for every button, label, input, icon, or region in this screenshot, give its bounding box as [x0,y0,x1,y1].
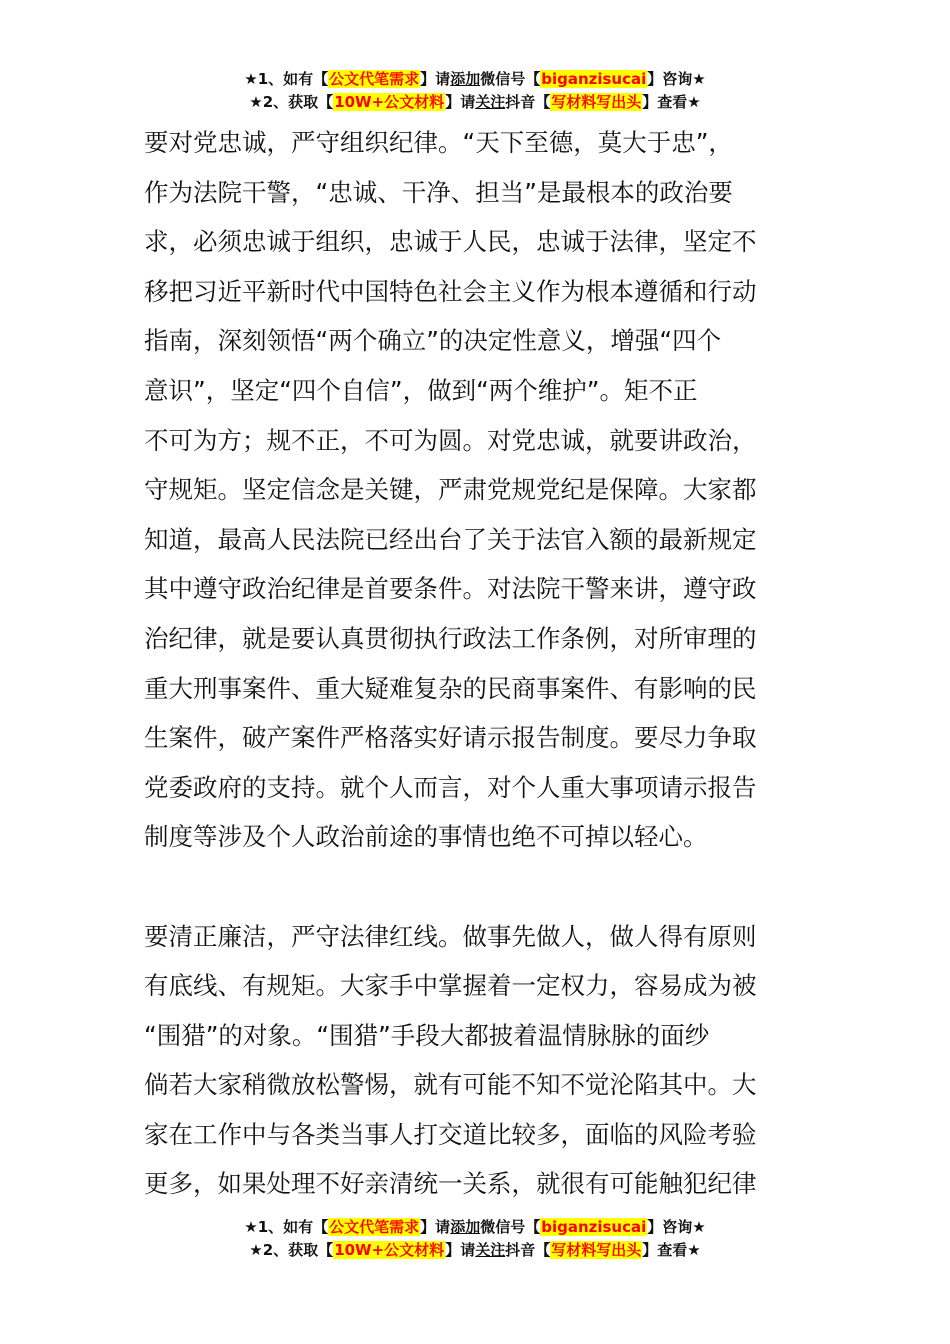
header-banner [0,68,950,114]
banner-text: 】查看★ [642,93,701,111]
banner-text: 抖音【 [505,93,551,111]
banner-text: 】请 [445,93,476,111]
banner-line-1 [0,1216,950,1239]
text-line: 不可为方；规不正，不可为圆。对党忠诚，就要讲政治， [144,425,757,455]
paragraph-loyalty [144,118,812,862]
text-line: 更多，如果处理不好亲清统一关系，就很有可能触犯纪律 [144,1169,757,1199]
banner-line-2 [0,1239,950,1262]
text-line: 意识”，坚定“四个自信”，做到“两个维护”。矩不正 [144,375,698,405]
text-line: 求，必须忠诚于组织，忠诚于人民，忠诚于法律，坚定不 [144,227,757,257]
paragraph-integrity [144,912,812,1210]
banner-text: ★2、获取【 [249,93,334,111]
underlined-text: 添加 [450,1218,481,1236]
banner-line-1 [0,68,950,91]
text-line: 党委政府的支持。就个人而言，对个人重大事项请示报告 [144,772,757,802]
banner-text: 】请 [420,1218,451,1236]
text-line: 其中遵守政治纪律是首要条件。对法院干警来讲，遵守政 [144,574,757,604]
text-line: 倘若大家稍微放松警惕，就有可能不知不觉沦陷其中。大 [144,1070,757,1100]
underlined-text: 添加 [450,70,481,88]
underlined-text: 关注 [475,93,506,111]
banner-line-2 [0,91,950,114]
highlight-text: biganzisucai [541,1218,647,1236]
text-line: 守规矩。坚定信念是关键，严肃党规党纪是保障。大家都 [144,475,757,505]
text-line: 要清正廉洁，严守法律红线。做事先做人，做人得有原则 [144,921,757,951]
banner-text: 】请 [420,70,451,88]
highlight-text: 10W+公文材料 [334,93,445,111]
highlight-text: 写材料写出头 [551,93,642,111]
text-line: 指南，深刻领悟“两个确立”的决定性意义，增强“四个 [144,326,722,356]
text-line: 有底线、有规矩。大家手中掌握着一定权力，容易成为被 [144,971,757,1001]
banner-text: 】咨询★ [647,70,706,88]
highlight-text: 10W+公文材料 [334,1241,445,1259]
text-line: 生案件，破产案件严格落实好请示报告制度。要尽力争取 [144,723,757,753]
banner-text: 】查看★ [642,1241,701,1259]
underlined-text: 关注 [475,1241,506,1259]
banner-text: 抖音【 [505,1241,551,1259]
banner-text: 】请 [445,1241,476,1259]
text-line: 制度等涉及个人政治前途的事情也绝不可掉以轻心。 [144,822,708,852]
text-line: 知道，最高人民法院已经出台了关于法官入额的最新规定 [144,524,757,554]
banner-text: 微信号【 [480,1218,541,1236]
document-body [144,118,812,1209]
footer-banner [0,1216,950,1262]
banner-text: ★1、如有【 [244,1218,329,1236]
banner-text: 微信号【 [480,70,541,88]
text-line: 治纪律，就是要认真贯彻执行政法工作条例，对所审理的 [144,623,757,653]
text-line: 移把习近平新时代中国特色社会主义作为根本遵循和行动 [144,276,757,306]
text-line: 家在工作中与各类当事人打交道比较多，面临的风险考验 [144,1119,757,1149]
text-line: 要对党忠诚，严守组织纪律。“天下至德，莫大于忠”， [144,128,733,157]
text-line: 作为法院干警，“忠诚、干净、担当”是最根本的政治要 [144,177,733,207]
text-line: “围猎”的对象。“围猎”手段大都披着温情脉脉的面纱 [144,1020,710,1050]
paragraph-gap [144,862,812,912]
banner-text: ★1、如有【 [244,70,329,88]
highlight-text: 公文代笔需求 [329,1218,420,1236]
banner-text: ★2、获取【 [249,1241,334,1259]
highlight-text: 公文代笔需求 [329,70,420,88]
banner-text: 】咨询★ [647,1218,706,1236]
highlight-text: biganzisucai [541,70,647,88]
highlight-text: 写材料写出头 [551,1241,642,1259]
text-line: 重大刑事案件、重大疑难复杂的民商事案件、有影响的民 [144,673,757,703]
